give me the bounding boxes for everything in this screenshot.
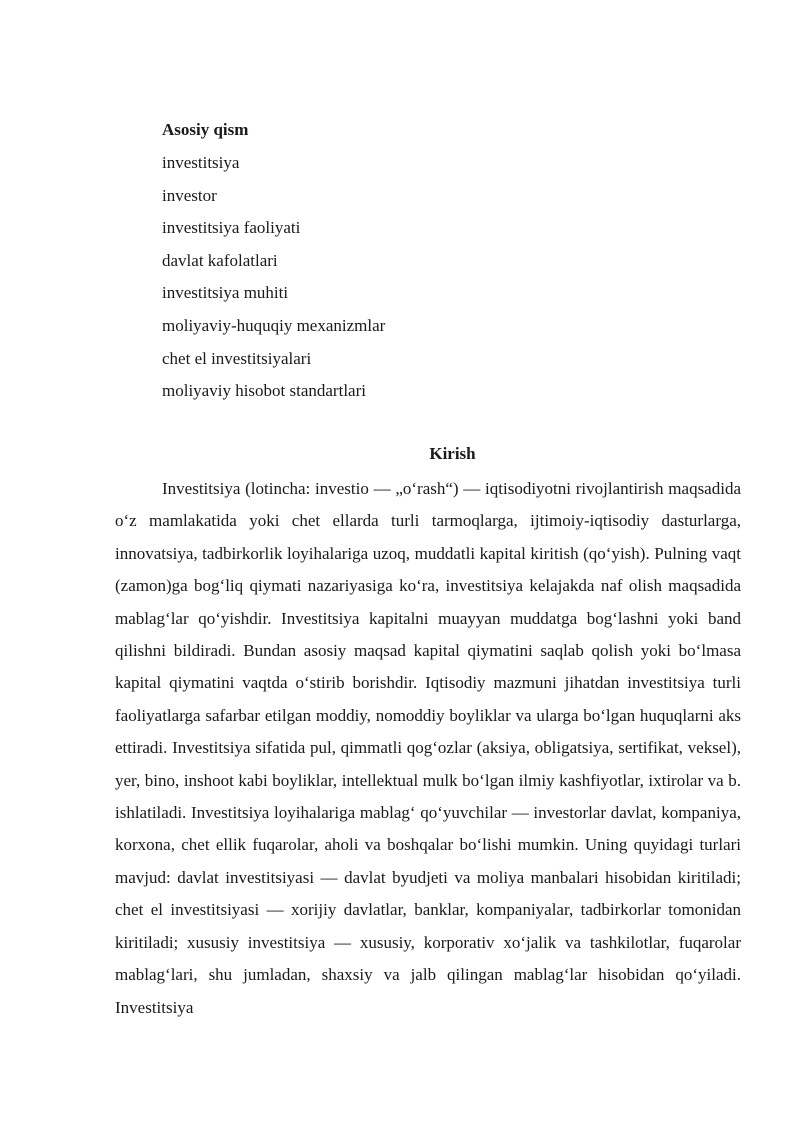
keyword-item: investitsiya muhiti xyxy=(162,283,289,303)
keyword-item: moliyaviy-huquqiy mexanizmlar xyxy=(162,315,386,335)
keyword-item: davlat kafolatlari xyxy=(162,250,278,270)
keyword-item: investor xyxy=(162,185,217,205)
keyword-item: investitsiya xyxy=(162,153,240,172)
introduction-paragraph: Investitsiya (lotincha: investio — „oʻrash“) — iqtisodiyotni rivojlantirish maqsadida oʻz mamlakatida yoki chet ellarda turli tarmoqlarga, ijtimoiy-iqtisodiy dasturlarga, innovatsiya, tadbirkorlik loyihalariga uzoq, muddatli kapital kiritish (qoʻyish). Pulning vaqt (zamon)ga bogʻliq qiymati nazariyasiga koʻra, investitsiya kelajakda naf olish maqsadida mablagʻlar qoʻyishdir. Investitsiya kapitalni muayyan muddatga bogʻlashni yoki band qilishni bildiradi. Bundan asosiy maqsad kapital qiymatini saqlab qolish yoki boʻlmasa kapital qiymatini vaqtda oʻstirib borishdir. Iqtisodiy mazmuni jihatdan investitsiya turli faoliyatlarga safarbar etilgan moddiy, nomoddiy boyliklar va ularga boʻlgan huquqlarni aks ettiradi. Investitsiya sifatida pul, qimmatli qogʻozlar (aksiya, obligatsiya, sertifikat, veksel), yer, bino, inshoot kabi boyliklar, intellektual mulk boʻlgan ilmiy kashfiyotlar, ixtirolar va b. ishlatiladi. Investitsiya loyihalariga mablagʻ qoʻyuvchilar — investorlar davlat, kompaniya, korxona, chet ellik fuqarolar, aholi va boshqalar boʻlishi mumkin. Uning quyidagi turlari mavjud: davlat investitsiyasi — davlat byudjeti va moliya manbalari hisobidan kiritiladi; chet el investitsiyasi — xorijiy davlatlar, banklar, kompaniyalar, tadbirkorlar tomonidan kiritiladi; xususiy investitsiya — xususiy, korporativ xoʻjalik va tashkilotlar, fuqarolar mablagʻlari, shu jumladan, shaxsiy va jalb qilingan mablagʻlar hisobidan qoʻyiladi. Investitsiya xyxy=(115,479,741,1017)
keyword-item: chet el investitsiyalari xyxy=(162,348,312,368)
keyword-item: moliyaviy hisobot standartlari xyxy=(162,381,366,401)
introduction-title: Kirish xyxy=(429,444,476,463)
main-section-heading: Asosiy qism xyxy=(162,120,249,139)
keyword-list xyxy=(162,152,385,413)
keyword-item: investitsiya faoliyati xyxy=(162,218,301,238)
